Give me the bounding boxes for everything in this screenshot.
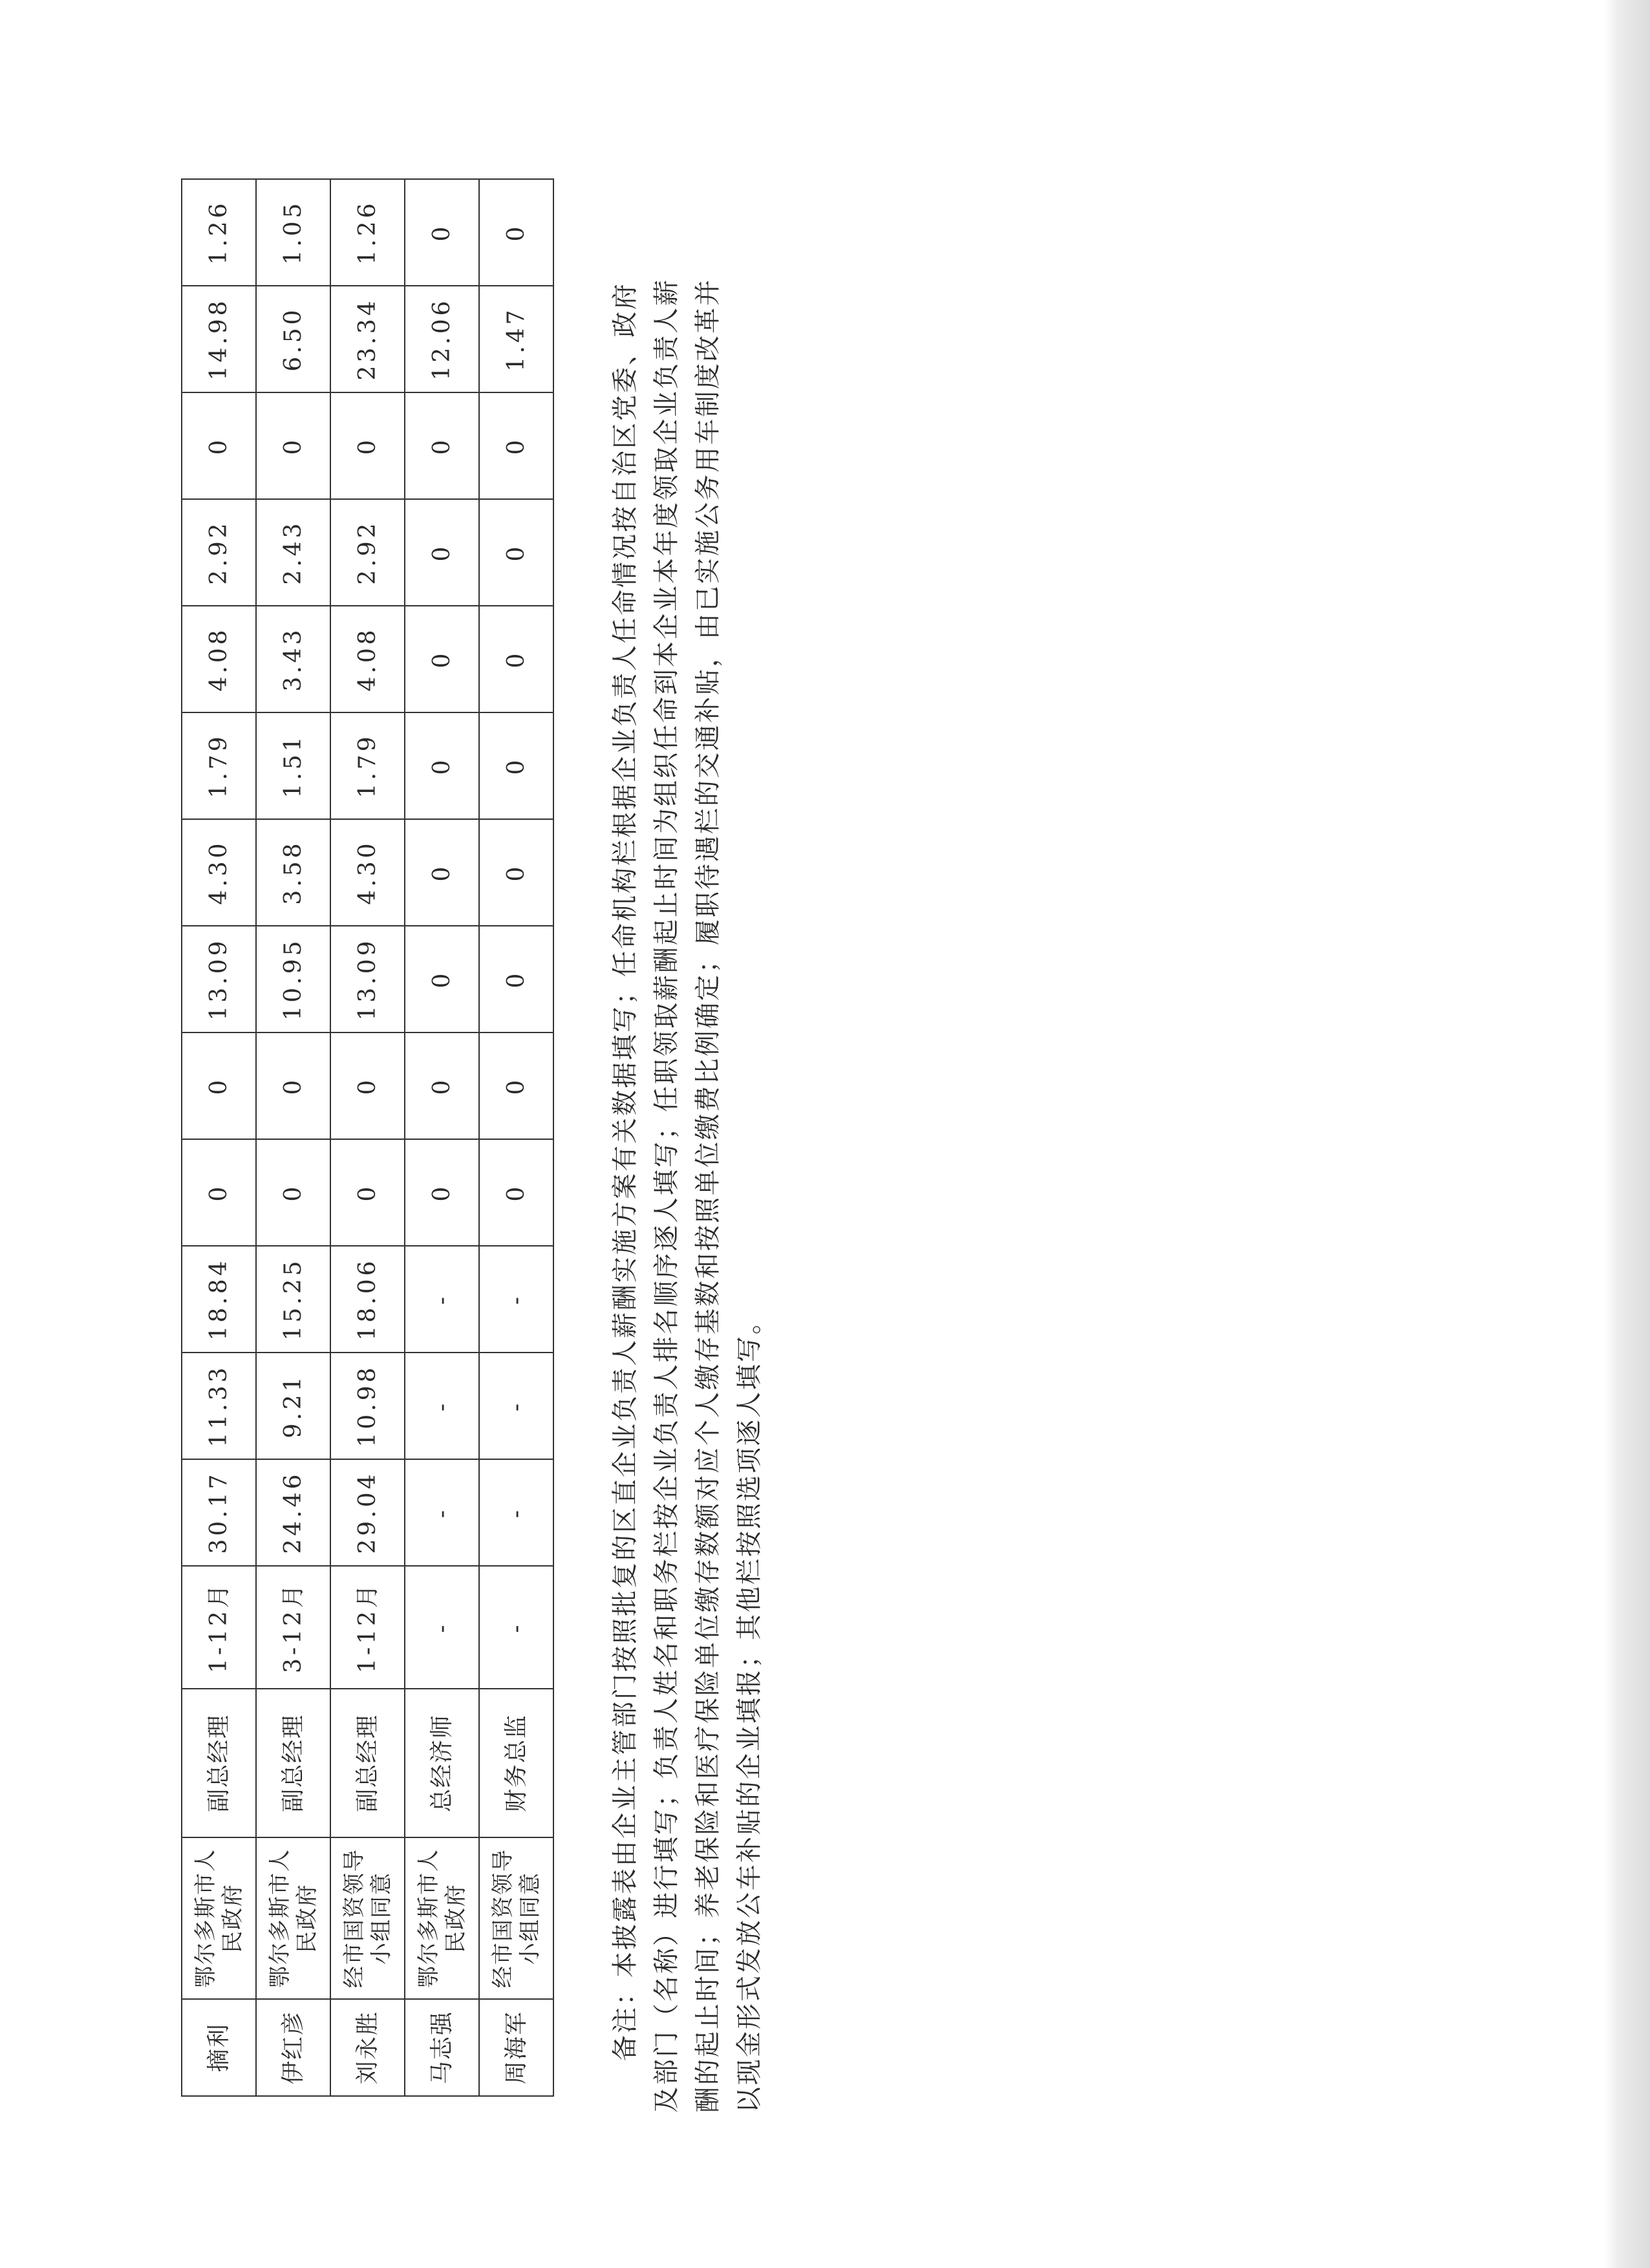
table-cell: 18.06	[330, 1246, 405, 1353]
table-cell: 1.26	[330, 179, 405, 286]
table-cell: 4.08	[182, 606, 256, 712]
table-cell: 1.79	[330, 712, 405, 819]
table-cell: 0	[256, 392, 330, 499]
table-cell: 6.50	[256, 286, 330, 392]
table-row	[182, 179, 256, 2096]
note-line-3: 酬的起止时间；养老保险和医疗保险单位缴存数额对应个人缴存基数和按照单位缴费比例确定；履职待遇栏的交通补贴，由已实施公务用车制度改革并	[693, 278, 723, 2113]
table-cell: 4.30	[330, 819, 405, 926]
table-cell: -	[479, 1566, 553, 1689]
table-cell: 0	[405, 392, 479, 499]
table-row	[479, 179, 553, 2096]
table-cell: 0	[479, 712, 553, 819]
table-cell: 14.98	[182, 286, 256, 392]
table-cell: 4.08	[330, 606, 405, 712]
table-cell: 鄂尔多斯市人民政府	[256, 1837, 330, 1999]
table-cell: -	[479, 1353, 553, 1459]
table-cell: 0	[256, 1032, 330, 1139]
note-line-2: 及部门（名称）进行填写；负责人姓名和职务栏按企业负责人排名顺序逐人填写；任职领取薪酬起止时间为组织任命到本企业本年度领取企业负责人薪	[652, 278, 681, 2113]
table-cell: -	[479, 1246, 553, 1353]
table-cell: 0	[405, 606, 479, 712]
table-cell: 0	[182, 1032, 256, 1139]
table-cell: 1.79	[182, 712, 256, 819]
table-cell: 0	[182, 392, 256, 499]
table-cell: -	[405, 1246, 479, 1353]
table-cell: 13.09	[330, 926, 405, 1032]
table-cell: 0	[479, 179, 553, 286]
note-line-4: 以现金形式发放公车补贴的企业填报；其他栏按照选项逐人填写。	[734, 1307, 764, 2113]
note-line-1: 备注：本披露表由企业主管部门按照批复的区直企业负责人薪酬实施方案有关数据填写；任命机构栏根据企业负责人任命情况按自治区党委、政府	[610, 282, 640, 2061]
table-cell: 13.09	[182, 926, 256, 1032]
table-cell: 2.43	[256, 499, 330, 606]
table-cell: 0	[479, 819, 553, 926]
table-cell: 0	[405, 926, 479, 1032]
table-cell: 0	[330, 1139, 405, 1246]
table-cell: 3.43	[256, 606, 330, 712]
table-cell: 15.25	[256, 1246, 330, 1353]
table-cell: 10.95	[256, 926, 330, 1032]
table-cell: 0	[405, 1139, 479, 1246]
table-cell: 23.34	[330, 286, 405, 392]
table-cell: 3.58	[256, 819, 330, 926]
table-cell: 1.26	[182, 179, 256, 286]
table-cell: 总经济师	[405, 1689, 479, 1837]
table-cell: 1.47	[479, 286, 553, 392]
table-cell: 摘利	[182, 1999, 256, 2096]
table-cell: 18.84	[182, 1246, 256, 1353]
table-cell: 12.06	[405, 286, 479, 392]
table-row	[330, 179, 405, 2096]
table-cell: 伊红彦	[256, 1999, 330, 2096]
footnote	[605, 63, 770, 2113]
table-cell: 0	[330, 392, 405, 499]
table-cell: 0	[479, 606, 553, 712]
table-cell: 10.98	[330, 1353, 405, 1459]
table-cell: -	[405, 1353, 479, 1459]
salary-disclosure-table	[181, 178, 554, 2097]
table-cell: 3-12月	[256, 1566, 330, 1689]
table-cell: 30.17	[182, 1459, 256, 1566]
table-cell: 9.21	[256, 1353, 330, 1459]
table-row	[405, 179, 479, 2096]
table-cell: 0	[479, 392, 553, 499]
table-cell: 29.04	[330, 1459, 405, 1566]
table-cell: 24.46	[256, 1459, 330, 1566]
table-cell: 0	[405, 1032, 479, 1139]
table-cell: 0	[405, 179, 479, 286]
table-cell: 0	[479, 1032, 553, 1139]
table-cell: 副总经理	[330, 1689, 405, 1837]
table-cell: 周海军	[479, 1999, 553, 2096]
table-cell: 副总经理	[182, 1689, 256, 1837]
table-cell: 0	[405, 819, 479, 926]
table-cell: 0	[405, 712, 479, 819]
table-cell: 0	[479, 926, 553, 1032]
table-cell: 4.30	[182, 819, 256, 926]
table-cell: 0	[479, 1139, 553, 1246]
table-cell: -	[405, 1459, 479, 1566]
table-cell: 2.92	[330, 499, 405, 606]
table-cell: 2.92	[182, 499, 256, 606]
table-cell: 0	[405, 499, 479, 606]
table-cell: 0	[479, 499, 553, 606]
table-cell: 财务总监	[479, 1689, 553, 1837]
table-cell: 0	[182, 1139, 256, 1246]
table-cell: 11.33	[182, 1353, 256, 1459]
table-cell: 经市国资领导小组同意	[479, 1837, 553, 1999]
table-cell: 鄂尔多斯市人民政府	[182, 1837, 256, 1999]
table-row	[256, 179, 330, 2096]
table-cell: 副总经理	[256, 1689, 330, 1837]
table-cell: 1.05	[256, 179, 330, 286]
table-cell: 0	[330, 1032, 405, 1139]
table-cell: 1-12月	[182, 1566, 256, 1689]
table-cell: 1.51	[256, 712, 330, 819]
table-cell: 鄂尔多斯市人民政府	[405, 1837, 479, 1999]
table-cell: 刘永胜	[330, 1999, 405, 2096]
table-body	[182, 179, 553, 2096]
table-cell: 1-12月	[330, 1566, 405, 1689]
table-cell: 0	[256, 1139, 330, 1246]
table-cell: -	[405, 1566, 479, 1689]
table-cell: -	[479, 1459, 553, 1566]
table-cell: 马志强	[405, 1999, 479, 2096]
table-cell: 经市国资领导小组同意	[330, 1837, 405, 1999]
